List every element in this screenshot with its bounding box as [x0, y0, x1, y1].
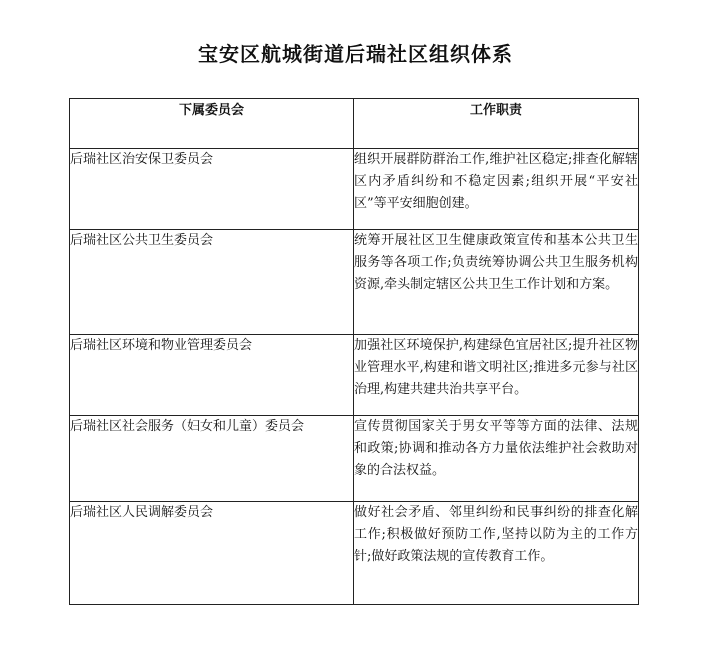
header-duty: 工作职责	[354, 99, 639, 149]
document-title: 宝安区航城街道后瑞社区组织体系	[198, 42, 513, 66]
committee-duty: 统筹开展社区卫生健康政策宣传和基本公共卫生服务等各项工作;负责统筹协调公共卫生服务机构资源,牵头制定辖区公共卫生工作计划和方案。	[354, 230, 639, 335]
committee-name: 后瑞社区社会服务（妇女和儿童）委员会	[70, 416, 354, 502]
committee-name: 后瑞社区人民调解委员会	[70, 502, 354, 605]
table-row	[70, 502, 639, 605]
table-row	[70, 335, 639, 416]
table-header-row	[70, 99, 639, 149]
header-committee: 下属委员会	[70, 99, 354, 149]
committee-duty: 宣传贯彻国家关于男女平等等方面的法律、法规和政策;协调和推动各方力量依法维护社会救助对象的合法权益。	[354, 416, 639, 502]
committee-name: 后瑞社区治安保卫委员会	[70, 149, 354, 230]
committee-duty: 做好社会矛盾、邻里纠纷和民事纠纷的排查化解工作;积极做好预防工作,坚持以防为主的工作方针;做好政策法规的宣传教育工作。	[354, 502, 639, 605]
table-row	[70, 149, 639, 230]
committee-duty: 加强社区环境保护,构建绿色宜居社区;提升社区物业管理水平,构建和谐文明社区;推进多元参与社区治理,构建共建共治共享平台。	[354, 335, 639, 416]
committee-name: 后瑞社区公共卫生委员会	[70, 230, 354, 335]
table-row	[70, 230, 639, 335]
table-row	[70, 416, 639, 502]
committee-duty: 组织开展群防群治工作,维护社区稳定;排查化解辖区内矛盾纠纷和不稳定因素;组织开展“平安社区”等平安细胞创建。	[354, 149, 639, 230]
organization-table	[69, 98, 639, 605]
committee-name: 后瑞社区环境和物业管理委员会	[70, 335, 354, 416]
